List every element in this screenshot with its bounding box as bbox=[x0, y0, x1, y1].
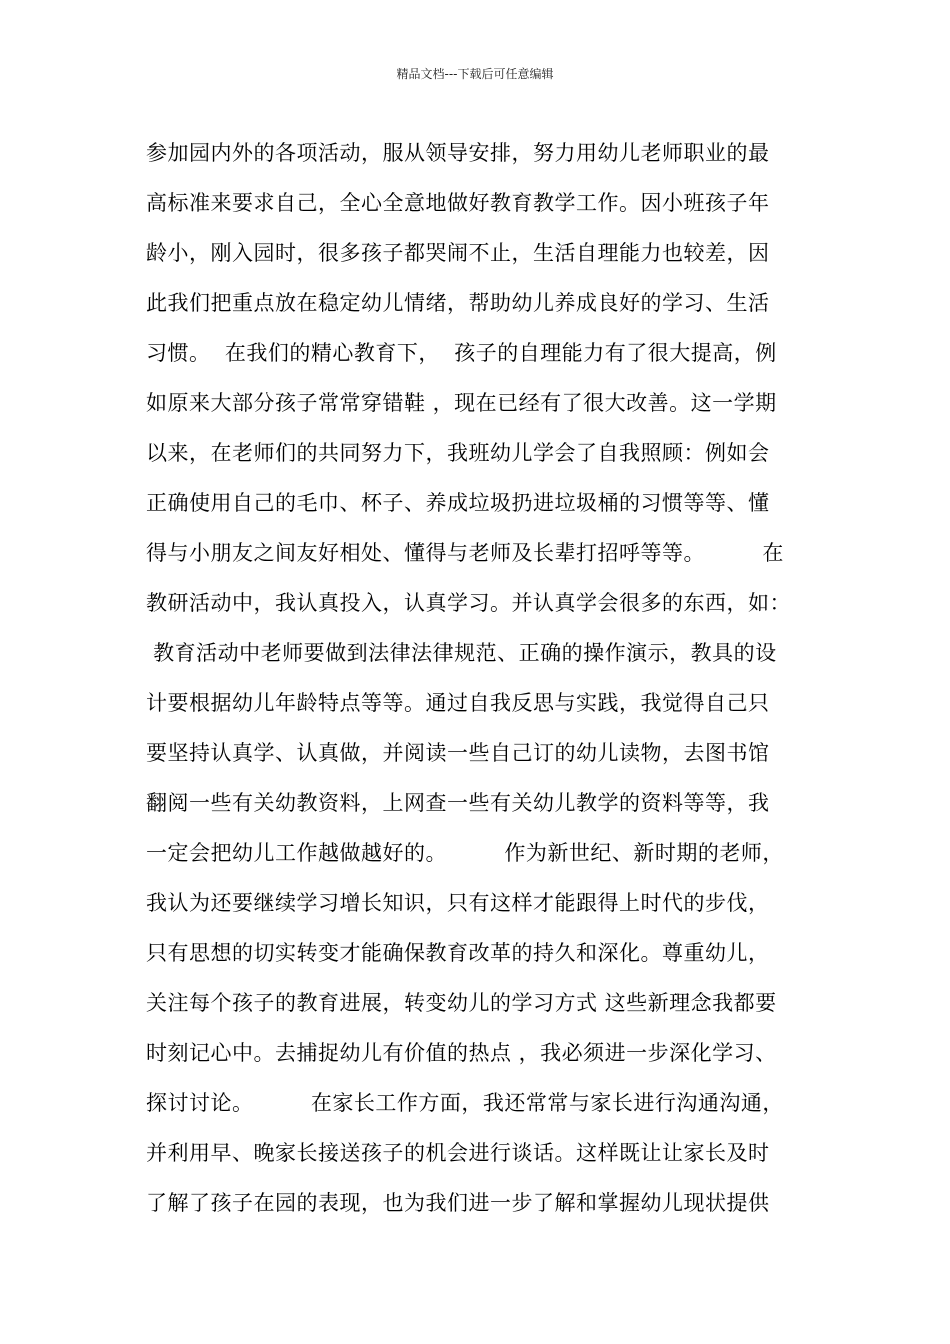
text-line: 要坚持认真学、认真做，并阅读一些自己订的幼儿读物，去图书馆 bbox=[146, 741, 770, 765]
text-line: 时刻记心中。去捕捉幼儿有价值的热点 ，我必须进一步深化学习、 bbox=[146, 1041, 777, 1065]
text-line: 计要根据幼儿年龄特点等等。通过自我反思与实践，我觉得自己只 bbox=[146, 691, 770, 715]
text-line: 我认为还要继续学习增长知识，只有这样才能跟得上时代的步伐， bbox=[146, 891, 770, 915]
body-text bbox=[146, 128, 826, 1228]
text-line: 了解了孩子在园的表现，也为我们进一步了解和掌握幼儿现状提供 bbox=[146, 1191, 770, 1215]
text-line: 如原来大部分孩子常常穿错鞋 ，现在已经有了很大改善。这一学期 bbox=[146, 391, 777, 415]
text-line: 一定会把幼儿工作越做越好的。 作为新世纪、新时期的老师， bbox=[146, 841, 784, 865]
text-line: 高标准来要求自己，全心全意地做好教育教学工作。因小班孩子年 bbox=[146, 191, 770, 215]
text-line: 教育活动中老师要做到法律法律规范、正确的操作演示，教具的设 bbox=[146, 641, 777, 665]
text-line: 参加园内外的各项活动，服从领导安排，努力用幼儿老师职业的最 bbox=[146, 141, 770, 165]
text-line: 得与小朋友之间友好相处、懂得与老师及长辈打招呼等等。 在 bbox=[146, 541, 784, 565]
text-line: 教研活动中，我认真投入，认真学习。并认真学会很多的东西，如： bbox=[146, 591, 791, 615]
text-line: 只有思想的切实转变才能确保教育改革的持久和深化。尊重幼儿， bbox=[146, 941, 770, 965]
text-line: 并利用早、晚家长接送孩子的机会进行谈话。这样既让让家长及时 bbox=[146, 1141, 770, 1165]
page-header: 精品文档---下载后可任意编辑 bbox=[396, 67, 554, 81]
text-line: 正确使用自己的毛巾、杯子、养成垃圾扔进垃圾桶的习惯等等、懂 bbox=[146, 491, 770, 515]
text-line: 龄小，刚入园时，很多孩子都哭闹不止，生活自理能力也较差，因 bbox=[146, 241, 770, 265]
text-line: 关注每个孩子的教育进展，转变幼儿的学习方式 这些新理念我都要 bbox=[146, 991, 777, 1015]
text-line: 探讨讨论。 在家长工作方面，我还常常与家长进行沟通沟通， bbox=[146, 1091, 784, 1115]
text-line: 以来，在老师们的共同努力下，我班幼儿学会了自我照顾：例如会 bbox=[146, 441, 770, 465]
text-line: 此我们把重点放在稳定幼儿情绪，帮助幼儿养成良好的学习、生活 bbox=[146, 291, 770, 315]
text-line: 习惯。 在我们的精心教育下， 孩子的自理能力有了很大提高，例 bbox=[146, 341, 777, 365]
text-line: 翻阅一些有关幼教资料，上网查一些有关幼儿教学的资料等等，我 bbox=[146, 791, 770, 815]
